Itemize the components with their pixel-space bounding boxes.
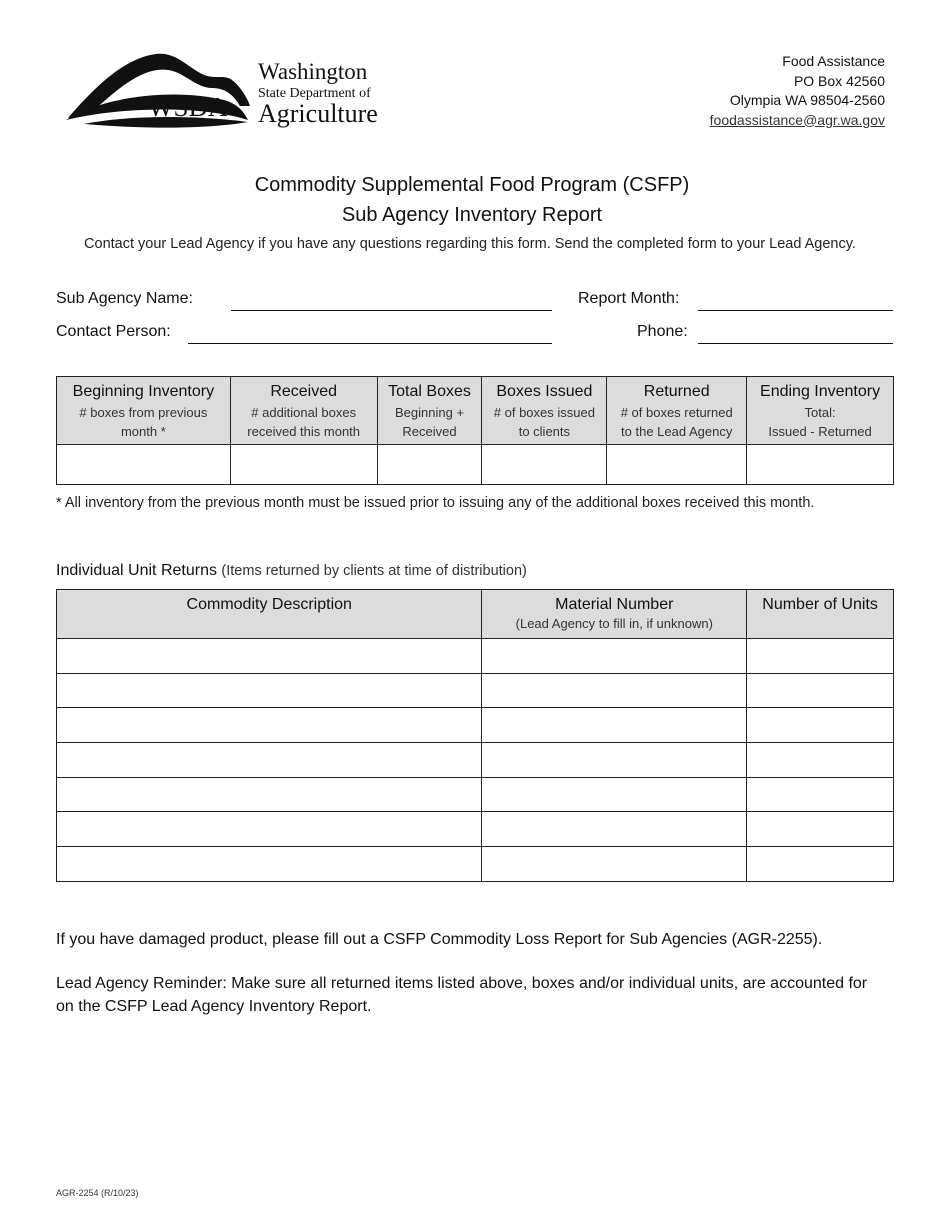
received-input[interactable] (230, 445, 377, 485)
logo-line-washington: Washington (258, 59, 368, 84)
col-boxes-issued (482, 377, 607, 445)
report-month-input[interactable] (698, 310, 893, 311)
col-sub: (Lead Agency to fill in, if unknown) (515, 616, 713, 631)
commodity-description-input[interactable] (57, 708, 482, 743)
table-row (57, 708, 894, 743)
form-subtitle: Sub Agency Inventory Report (341, 204, 603, 226)
col-title: Material Number (555, 596, 674, 613)
phone-label: Phone: (637, 323, 688, 340)
commodity-description-input[interactable] (57, 673, 482, 708)
sub-agency-name-input[interactable] (231, 310, 552, 311)
commodity-description-input[interactable] (57, 847, 482, 882)
col-sub: Issued - Returned (768, 424, 872, 439)
logo-line-state-dept: State Department of (258, 86, 371, 101)
material-number-input[interactable] (482, 673, 747, 708)
col-sub: to the Lead Agency (621, 424, 733, 439)
material-number-input[interactable] (482, 777, 747, 812)
col-title: Total Boxes (388, 383, 471, 400)
col-sub: Beginning + (395, 405, 465, 420)
logo-text (258, 60, 378, 127)
col-title: Received (270, 383, 338, 400)
col-commodity-description (57, 590, 482, 639)
damaged-product-note: If you have damaged product, please fill out a CSFP Commodity Loss Report for Sub Agencies (AGR-2255). (56, 931, 823, 948)
col-number-of-units (747, 590, 894, 639)
col-title: Beginning Inventory (72, 383, 215, 400)
col-sub: month * (120, 424, 166, 439)
material-number-input[interactable] (482, 708, 747, 743)
beginning-inventory-input[interactable] (57, 445, 231, 485)
commodity-description-input[interactable] (57, 812, 482, 847)
col-title: Returned (643, 383, 710, 400)
returned-input[interactable] (607, 445, 747, 485)
number-of-units-input[interactable] (747, 639, 894, 674)
number-of-units-input[interactable] (747, 847, 894, 882)
commodity-description-input[interactable] (57, 777, 482, 812)
number-of-units-input[interactable] (747, 743, 894, 778)
col-title: Boxes Issued (496, 383, 593, 400)
col-title: Ending Inventory (760, 383, 881, 400)
returns-label-sub: (Items returned by clients at time of distribution) (221, 563, 527, 579)
col-sub: Total: (804, 405, 836, 420)
col-beginning-inventory (57, 377, 231, 445)
inventory-header-row (57, 377, 894, 445)
lead-agency-reminder: Lead Agency Reminder: Make sure all returned items listed above, boxes and/or individual units, are accounted for on the CSFP Lead Agency Inventory Report. (56, 975, 868, 1015)
address-line: PO Box 42560 (793, 72, 885, 89)
returns-label-title: Individual Unit Returns (56, 562, 217, 579)
table-row (57, 639, 894, 674)
number-of-units-input[interactable] (747, 673, 894, 708)
material-number-input[interactable] (482, 812, 747, 847)
table-row (57, 743, 894, 778)
returns-table (56, 589, 894, 882)
commodity-description-input[interactable] (57, 639, 482, 674)
number-of-units-input[interactable] (747, 812, 894, 847)
contact-person-label: Contact Person: (56, 323, 171, 340)
col-material-number (482, 590, 747, 639)
col-ending-inventory (747, 377, 894, 445)
address-line: Food Assistance (782, 53, 885, 69)
report-month-label: Report Month: (578, 290, 680, 307)
table-row (57, 847, 894, 882)
contact-person-input[interactable] (188, 343, 552, 344)
address-block (710, 52, 885, 130)
col-sub: # of boxes issued (493, 405, 595, 420)
col-sub: received this month (247, 424, 361, 439)
total-boxes-input[interactable] (377, 445, 482, 485)
logo-abbr: WSDA (148, 92, 228, 122)
col-title: Commodity Description (186, 596, 352, 613)
returns-label (56, 562, 527, 580)
table-row (57, 777, 894, 812)
table-row (57, 673, 894, 708)
material-number-input[interactable] (482, 743, 747, 778)
email-link[interactable]: foodassistance@agr.wa.gov (709, 111, 885, 128)
ending-inventory-input[interactable] (747, 445, 894, 485)
col-title: Number of Units (762, 596, 878, 613)
instructions: Contact your Lead Agency if you have any questions regarding this form. Send the completed form to your Lead Agency. (84, 236, 856, 252)
sub-agency-name-label: Sub Agency Name: (56, 290, 193, 307)
col-returned (607, 377, 747, 445)
col-sub: # of boxes returned (620, 405, 733, 420)
table-row (57, 812, 894, 847)
col-sub: Received (402, 424, 457, 439)
col-sub: # additional boxes (251, 405, 357, 420)
phone-input[interactable] (698, 343, 893, 344)
col-sub: # boxes from previous (79, 405, 208, 420)
form-number: AGR-2254 (R/10/23) (56, 1188, 139, 1198)
number-of-units-input[interactable] (747, 777, 894, 812)
inventory-entry-row (57, 445, 894, 485)
returns-header-row (57, 590, 894, 639)
number-of-units-input[interactable] (747, 708, 894, 743)
logo-line-agriculture: Agriculture (258, 99, 378, 128)
boxes-issued-input[interactable] (482, 445, 607, 485)
address-line: Olympia WA 98504-2560 (729, 92, 885, 108)
col-total-boxes (377, 377, 482, 445)
inventory-table (56, 376, 894, 485)
commodity-description-input[interactable] (57, 743, 482, 778)
form-title: Commodity Supplemental Food Program (CSFP) (254, 174, 690, 196)
col-received (230, 377, 377, 445)
col-sub: to clients (518, 424, 571, 439)
material-number-input[interactable] (482, 639, 747, 674)
inventory-footnote: * All inventory from the previous month must be issued prior to issuing any of the additional boxes received this month. (56, 495, 815, 511)
material-number-input[interactable] (482, 847, 747, 882)
